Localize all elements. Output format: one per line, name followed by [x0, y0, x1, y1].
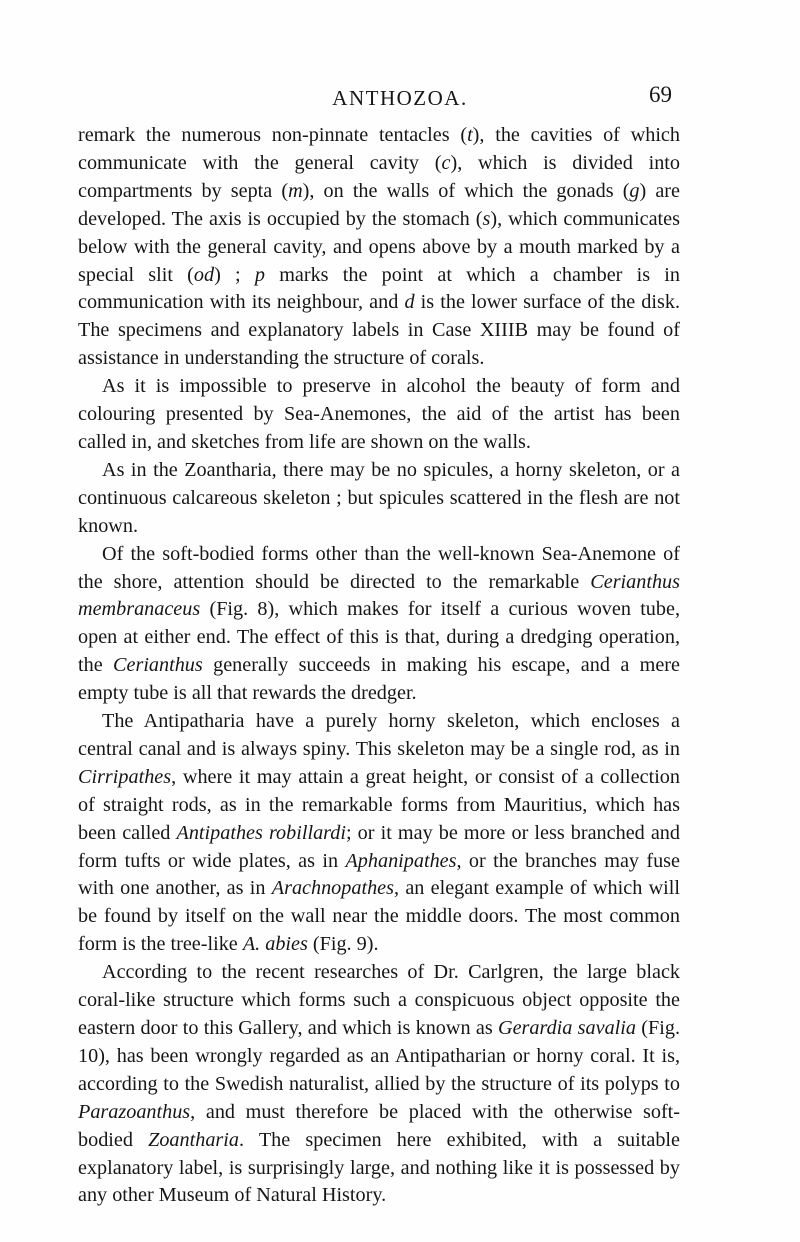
text-run: (Fig. 10), has been wrongly regarded as an Antipatharian or horny coral. It is, according to the Swedish naturalist, allied by the structure of its polyps to [78, 1017, 680, 1095]
text-run: As it is impossible to preserve in alcohol the beauty of form and colouring presented by Sea-Anemones, the aid of the artist has been called in, and sketches from life are shown on the walls. [78, 375, 680, 453]
paragraph [78, 122, 680, 373]
text-run: The Antipatharia have a purely horny skeleton, which encloses a central canal and is always spiny. This skeleton may be a single rod, as in [78, 710, 680, 760]
text-run: ), which is divided into compartments by septa ( [78, 151, 680, 202]
italic-term: Antipathes robillardi [176, 821, 346, 844]
text-run: ), the cavities of which communicate with the general cavity ( [78, 124, 680, 174]
text-run: is the lower surface of the disk. The specimens and explanatory labels in Case XIIIB may be found of assistance in understanding the structure of corals. [78, 291, 680, 370]
text-run: ; or it may be more or less branched and form tufts or wide plates, as in [78, 821, 680, 872]
text-run: Of the soft-bodied forms other than the well-known Sea-Anemone of the shore, attention should be directed to the remarkable [78, 542, 680, 593]
text-run: . The specimen here exhibited, with a suitable explanatory label, is surprisingly large, and nothing like it is possessed by any other Museum of Natural History. [78, 1128, 680, 1207]
text-run: , where it may attain a great height, or consist of a collection of straight rods, as in the remarkable forms from Mauritius, which has been called [78, 765, 680, 844]
text-run: , an elegant example of which will be found by itself on the wall near the middle doors. The most common form is the tree-like [78, 877, 681, 956]
italic-term: Cerianthus membranaceus [78, 570, 680, 621]
italic-term: m [288, 179, 303, 202]
italic-term: Arachnopathes [271, 877, 394, 900]
running-title: ANTHOZOA. [332, 86, 468, 110]
paragraph [78, 708, 680, 959]
text-run: marks the point at which a chamber is in communication with its neighbour, and [78, 263, 680, 314]
paragraph [78, 373, 680, 457]
italic-term: p [254, 263, 265, 286]
text-run: generally succeeds in making his escape, and a mere empty tube is all that rewards the dredger. [78, 654, 680, 705]
italic-term: Cerianthus [113, 654, 203, 677]
italic-term: A. abies [242, 933, 308, 956]
text-run: (Fig. 9). [307, 933, 379, 956]
italic-term: g [629, 179, 640, 202]
italic-term: Cirripathes [78, 765, 172, 788]
text-run: As in the Zoantharia, there may be no spicules, a horny skeleton, or a continuous calcareous skeleton ; but spicules scattered in the flesh are not known. [78, 458, 680, 537]
text-run: ), which communicates below with the general cavity, and opens above by a mouth marked by a special slit ( [78, 207, 680, 286]
paragraph [78, 541, 680, 708]
text-run: ), on the walls of which the gonads ( [302, 179, 630, 202]
text-run: According to the recent researches of Dr. Carlgren, the large black coral-like structure which forms such a conspicuous object opposite the eastern door to this Gallery, and which is known as [78, 961, 680, 1039]
italic-term: Aphanipathes [345, 849, 457, 872]
text-run: , or the branches may fuse with one another, as in [78, 849, 681, 900]
text-run: ) ; [214, 263, 255, 286]
text-run: , and must therefore be placed with the otherwise soft-bodied [78, 1100, 680, 1151]
paragraph [78, 457, 680, 541]
italic-term: s [482, 207, 491, 230]
text-run: (Fig. 8), which makes for itself a curious woven tube, open at either end. The effect of this is that, during a dredging operation, the [78, 598, 680, 677]
italic-term: Parazoanthus [78, 1100, 191, 1123]
running-head [0, 82, 800, 112]
italic-term: Zoantharia [148, 1128, 239, 1151]
text-run: remark the numerous non-pinnate tentacles ( [78, 124, 468, 146]
text-run: ) are developed. The axis is occupied by the stomach ( [78, 179, 680, 230]
italic-term: c [441, 151, 451, 174]
italic-term: Gerardia savalia [497, 1017, 636, 1039]
italic-term: od [193, 263, 215, 286]
page-number: 69 [649, 82, 672, 107]
paragraph [78, 959, 680, 1210]
body-text [78, 122, 680, 1210]
italic-term: t [467, 124, 473, 146]
italic-term: d [404, 291, 415, 314]
